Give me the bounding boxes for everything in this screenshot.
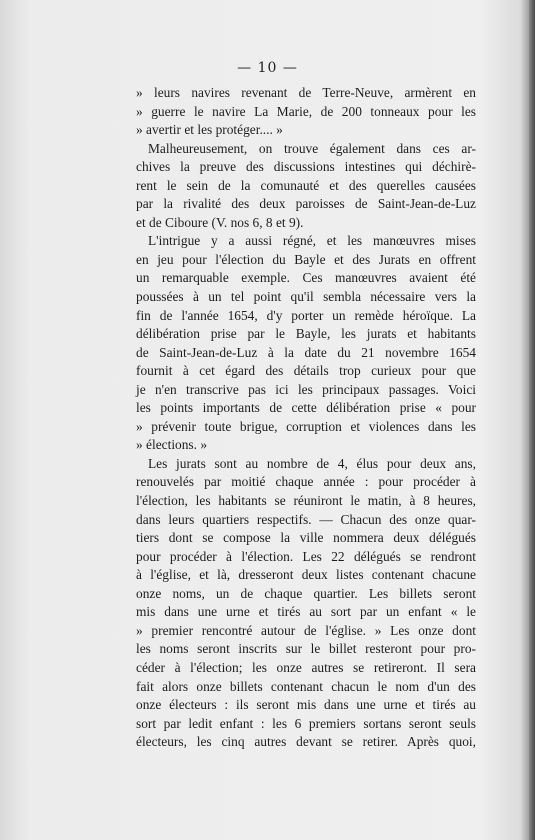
text-line: » prévenir toute brigue, corruption et violences dans les [136,418,476,434]
text-line: L'intrigue y a aussi régné, et les manœuvres mises [148,233,476,249]
text-line: en jeu pour l'élection du Bayle et des Jurats en offrent [136,251,476,267]
text-line: dans leurs quartiers respectifs. — Chacun des onze quar- [136,511,476,527]
text-line: électeurs, les cinq autres devant se retirer. Après quoi, [136,734,476,750]
text-line: rent le sein de la comunauté et des querelles causées [136,177,476,193]
text-line: pour procéder à l'élection. Les 22 délégués se rendront [136,548,476,564]
text-line: chives la preuve des discussions intestines qui déchirè- [136,159,476,175]
text-line: les noms seront inscrits sur le billet resteront pour pro- [136,641,476,657]
text-line: » avertir et les protéger.... » [136,122,283,138]
text-line: onze noms, un de chaque quartier. Les billets seront [136,585,476,601]
text-line: Malheureusement, on trouve également dans ces ar- [148,140,476,156]
text-line: mis dans une urne et tirés au sort par un enfant « le [136,604,476,620]
text-line: tiers dont se compose la ville nommera deux délégués [136,530,476,546]
text-line: un remarquable exemple. Ces manœuvres avaient été [136,270,476,286]
text-line: et de Ciboure (V. nos 6, 8 et 9). [136,214,304,230]
text-line: » premier rencontré autour de l'église. » Les onze dont [136,622,476,638]
text-line: » leurs navires revenant de Terre-Neuve, armèrent en [136,85,476,100]
body-text [136,84,476,752]
text-line: poussées à un tel point qu'il sembla nécessaire vers la [136,289,476,305]
text-line: par la rivalité des deux paroisses de Saint-Jean-de-Luz [136,196,476,212]
text-line: fait alors onze billets contenant chacun le nom d'un des [136,678,476,694]
text-line: l'élection, les habitants se réuniront le matin, à 8 heures, [136,493,476,509]
text-line: de Saint-Jean-de-Luz à la date du 21 novembre 1654 [136,344,476,360]
text-line: je n'en transcrive pas ici les principaux passages. Voici [136,381,476,397]
text-line: à l'église, et là, dresseront deux listes contenant chacune [136,567,476,583]
text-line: Les jurats sont au nombre de 4, élus pour deux ans, [148,455,476,471]
text-line: les points importants de cette délibération prise « pour [136,400,476,416]
text-line: » élections. » [136,437,208,453]
text-line: sort par ledit enfant : les 6 premiers sortans seront seuls [136,715,476,731]
text-line: délibération prise par le Bayle, les jurats et habitants [136,326,476,342]
text-line: fin de l'année 1654, d'y porter un remède héroïque. La [136,307,476,323]
text-line: onze électeurs : ils seront mis dans une urne et tirés au [136,697,476,713]
page-number-header: — 10 — [237,60,298,76]
text-line: renouvelés par moitié chaque année : pour procéder à [136,474,476,490]
text-line: » guerre le navire La Marie, de 200 tonneaux pour les [136,103,476,119]
text-line: fournit à cet égard des détails trop curieux pour que [136,363,476,379]
text-line: céder à l'élection; les onze autres se retireront. Il sera [136,659,476,675]
page-spine-shadow [529,0,535,840]
